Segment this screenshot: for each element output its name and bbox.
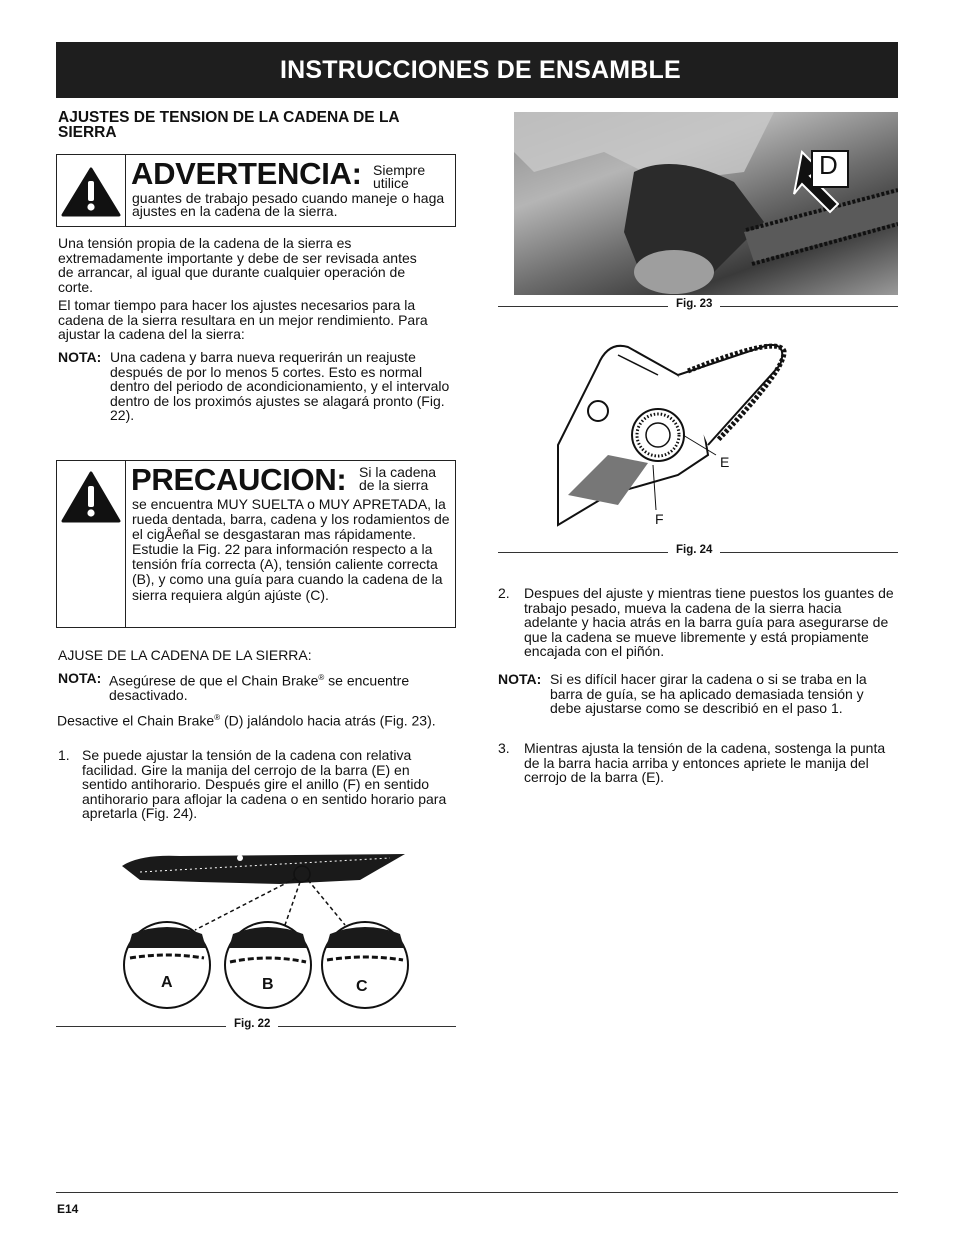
- note-text: Si es difícil hacer girar la cadena o si se traba en la barra de guía, se ha aplicado demasiada tensión y debe ajustarse como se describió en el paso 1.: [550, 671, 867, 717]
- section-title: AJUSTES DE TENSION DE LA CADENA DE LA SIERRA: [58, 109, 400, 141]
- note-text-part: se encuentre desactivado.: [109, 672, 410, 704]
- page-title: INSTRUCCIONES DE ENSAMBLE: [280, 56, 681, 84]
- fig24-label-f: F: [655, 511, 664, 527]
- step-text: Se puede ajustar la tensión de la cadena con relativa facilidad. Gire la manija del cerrojo de la barra (E) en sentido antihorario. Después gire el anillo (F) en sentido antihorario para aflojar la cadena o en sentido horario para apretarla (Fig. 24).: [82, 747, 447, 822]
- note-label: NOTA:: [58, 349, 102, 365]
- caution-heading: PRECAUCION:: [131, 462, 347, 497]
- fig23-caption: Fig. 23: [668, 298, 720, 310]
- fig23-photo: [514, 112, 898, 295]
- note-text-part: Asegúrese de que el Chain Brake: [109, 672, 319, 689]
- fig22-circle-a: [124, 922, 210, 1008]
- note-text: Una cadena y barra nueva requerirán un reajuste después de por lo menos 5 cortes. Esto es normal dentro del periodo de acondicionamiento, y el intervalo dentro de los proximós ajustes se alagará pronto (Fig. 22).: [110, 349, 450, 424]
- caution-inline-text: Si la cadena de la sierra: [359, 464, 437, 494]
- intro-paragraph-2: El tomar tiempo para hacer los ajustes necesarios para la cadena de la sierra resultara en un mejor rendimiento. Para ajustar la cadena del la sierra:: [58, 297, 428, 343]
- intro-paragraph-1: Una tensión propia de la cadena de la sierra es extremadamente importante y debe de ser revisada antes de arrancar, al igual que durante cualquier operación de corte.: [58, 235, 417, 295]
- fig22-label-c: C: [356, 978, 368, 995]
- warning-triangle-icon: [61, 167, 121, 217]
- fig24-label-e: E: [720, 454, 730, 470]
- deactivate-text: [57, 711, 452, 728]
- step-number: 3.: [498, 740, 510, 756]
- warning-heading: ADVERTENCIA:: [131, 156, 362, 191]
- registered-mark: ®: [214, 713, 221, 722]
- footer-rule: [56, 1192, 898, 1193]
- adjust-heading: AJUSE DE LA CADENA DE LA SIERRA:: [58, 647, 312, 663]
- note-text: [109, 671, 454, 703]
- warning-triangle-icon: [61, 471, 121, 523]
- fig24-bar-lock-illustration: [548, 335, 788, 535]
- page-header: [56, 42, 898, 98]
- fig22-caption: Fig. 22: [226, 1018, 278, 1030]
- warning-icon-cell: [57, 155, 126, 226]
- registered-mark: ®: [318, 673, 325, 682]
- deactivate-text-part: Desactive el Chain Brake: [57, 712, 215, 729]
- deactivate-text-part: (D) jalándolo hacia atrás (Fig. 23).: [220, 712, 436, 729]
- note-label: NOTA:: [498, 671, 542, 687]
- warning-text: guantes de trabajo pesado cuando maneje o haga ajustes en la cadena de la sierra.: [132, 190, 445, 220]
- fig22-circle-b: [225, 922, 311, 1008]
- fig23-label-d: D: [819, 150, 838, 180]
- page-number: E14: [57, 1202, 79, 1216]
- note-label: NOTA:: [58, 670, 102, 686]
- fig22-label-b: B: [262, 976, 274, 993]
- caution-box: [56, 460, 456, 628]
- fig22-label-a: A: [161, 974, 173, 991]
- fig24-caption: Fig. 24: [668, 544, 720, 556]
- warning-box: [56, 154, 456, 227]
- caution-icon-cell: [57, 461, 126, 627]
- step-number: 2.: [498, 585, 510, 601]
- step-number: 1.: [58, 747, 70, 763]
- caution-text: se encuentra MUY SUELTA o MUY APRETADA, la rueda dentada, barra, cadena y los rodamientos de el cigÅeñal se desgastaran mas rápidamente. Estudie la Fig. 22 para información respecto a la tensión fría correcta (A), tensión caliente correcta (B), y como una guía para cuando la cadena de la sierra requiera algún ajúste (C).: [132, 496, 450, 603]
- warning-inline-text: Siempre utilice: [373, 162, 426, 192]
- step-text: Despues del ajuste y mientras tiene puestos los guantes de trabajo pesado, mueva la cadena de la sierra hacia adelante y hacia atrás en la barra guía para asegurarse de que la cadena se mueve libremente y está propiamente encajada con el piñón.: [524, 585, 894, 660]
- step-text: Mientras ajusta la tensión de la cadena, sostenga la punta de la barra hacia arriba y entonces apriete le manija del cerrojo de la barra (E).: [524, 740, 886, 786]
